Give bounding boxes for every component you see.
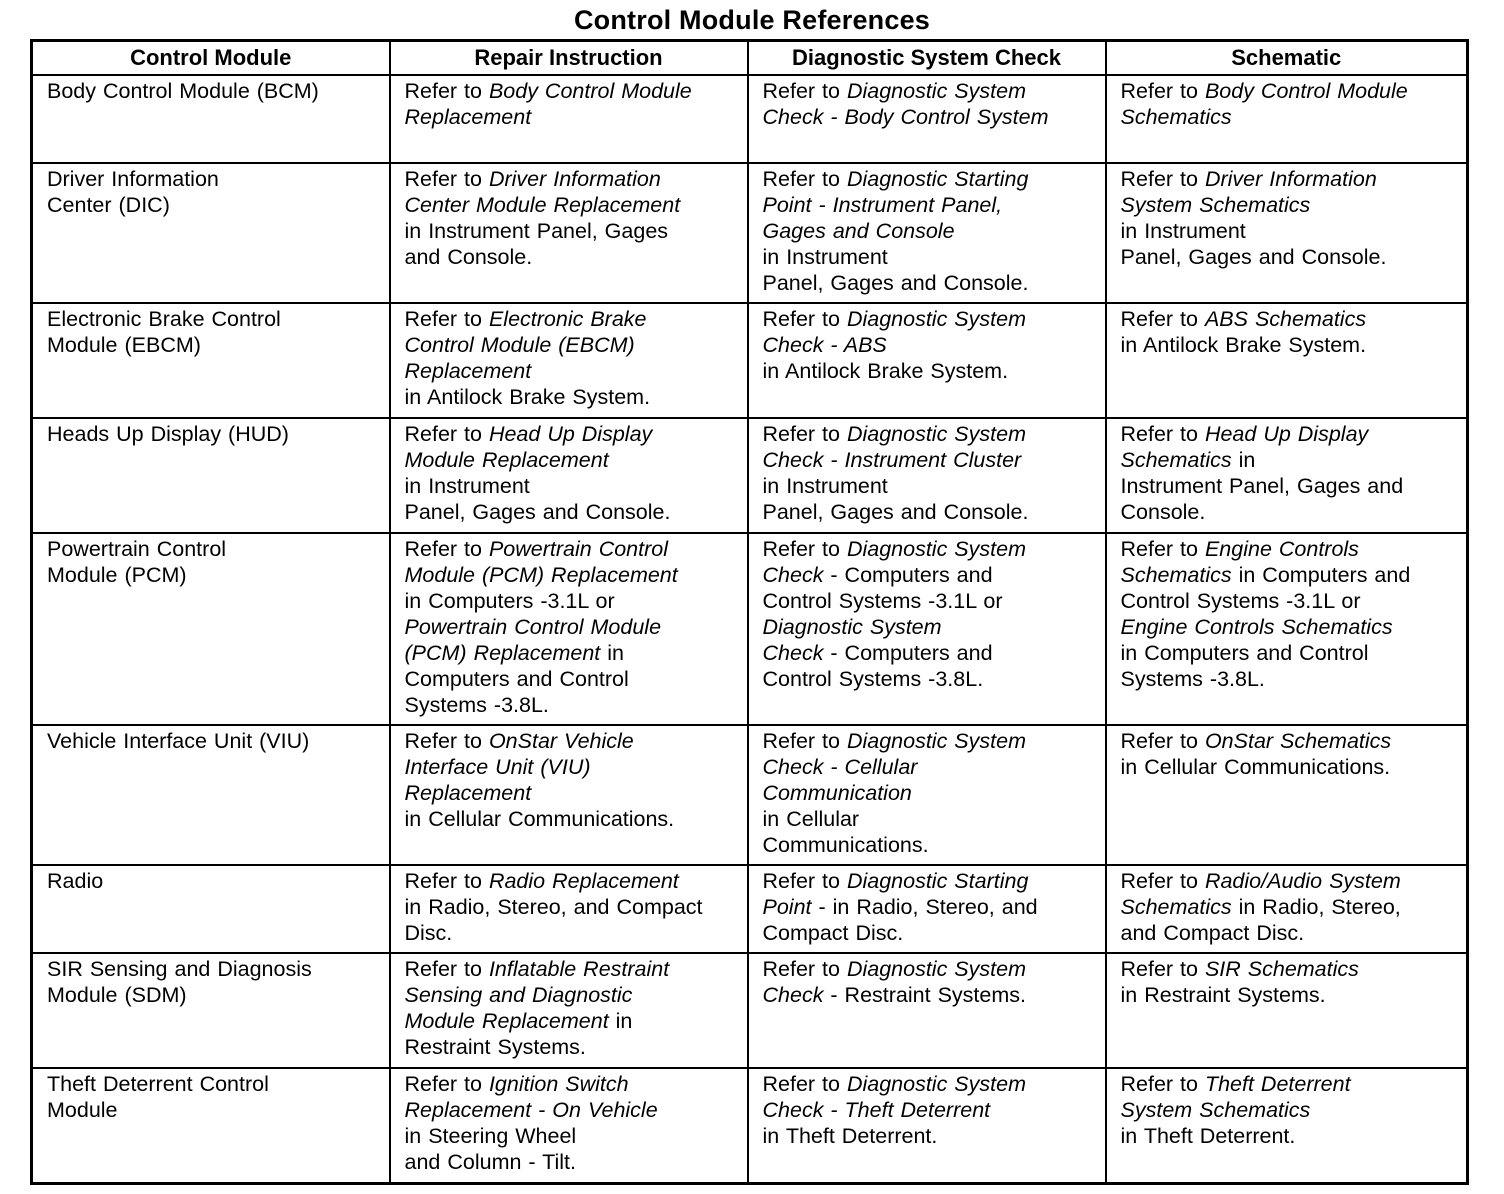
repair-instruction-cell: [390, 1068, 748, 1184]
module-cell: [32, 1068, 390, 1184]
document-title-ref: Replacement: [404, 781, 532, 805]
table-row: [32, 953, 1468, 1068]
cell-text: Refer to: [1120, 167, 1205, 191]
document-title-ref: Replacement: [404, 359, 532, 383]
document-title-ref: Point - Instrument Panel,: [762, 193, 1003, 217]
schematic-cell: [1106, 75, 1468, 163]
schematic-cell: [1106, 533, 1468, 725]
cell-text: Refer to: [762, 869, 847, 893]
cell-text: in Antilock Brake System.: [404, 385, 651, 409]
document-title-ref: Radio Replacement: [488, 869, 679, 893]
repair-instruction-cell: [390, 303, 748, 418]
cell-text: Refer to: [404, 537, 489, 561]
cell-text: and Compact Disc.: [1120, 921, 1305, 945]
cell-text: in Radio, Stereo, and Compact: [404, 895, 703, 919]
document-title-ref: Driver Information: [1204, 167, 1377, 191]
cell-text: Systems -3.8L.: [404, 693, 549, 717]
cell-text: Refer to: [1120, 957, 1205, 981]
document-title-ref: Check: [762, 983, 824, 1007]
header-control-module: Control Module: [32, 41, 390, 76]
cell-text: in Cellular Communications.: [1120, 755, 1391, 779]
cell-text: Console.: [1120, 500, 1206, 524]
document-title-ref: Schematics: [1120, 448, 1232, 472]
document-title-ref: Point: [762, 895, 812, 919]
cell-text: Refer to: [404, 957, 489, 981]
header-diagnostic-system-check: Diagnostic System Check: [748, 41, 1106, 76]
table-row: [32, 865, 1468, 953]
document-title-ref: Diagnostic System: [846, 422, 1026, 446]
document-title-ref: Head Up Display: [488, 422, 653, 446]
table-row: [32, 533, 1468, 725]
table-row: [32, 163, 1468, 303]
document-title-ref: Radio/Audio System: [1204, 869, 1401, 893]
diagnostic-check-cell: [748, 865, 1106, 953]
cell-text: Compact Disc.: [762, 921, 904, 945]
cell-text: in Antilock Brake System.: [762, 359, 1009, 383]
cell-text: in Computers and: [1231, 563, 1411, 587]
cell-text: Refer to: [1120, 869, 1205, 893]
table-row: [32, 303, 1468, 418]
document-title-ref: Diagnostic System: [846, 537, 1026, 561]
cell-text: Panel, Gages and Console.: [404, 500, 671, 524]
schematic-cell: [1106, 865, 1468, 953]
document-title-ref: Diagnostic System: [846, 957, 1026, 981]
document-title-ref: Check - Theft Deterrent: [762, 1098, 991, 1122]
cell-text: in Cellular: [762, 807, 860, 831]
cell-text: Instrument Panel, Gages and: [1120, 474, 1404, 498]
table-row: [32, 725, 1468, 865]
cell-text: Disc.: [404, 921, 453, 945]
cell-text: Module (EBCM): [47, 333, 201, 357]
cell-text: Communications.: [762, 833, 929, 857]
cell-text: in: [600, 641, 624, 665]
document-title-ref: OnStar Schematics: [1204, 729, 1392, 753]
cell-text: Refer to: [404, 869, 489, 893]
document-title-ref: Powertrain Control: [488, 537, 668, 561]
module-cell: [32, 75, 390, 163]
cell-text: Refer to: [762, 167, 847, 191]
document-title-ref: Diagnostic System: [846, 79, 1026, 103]
module-cell: [32, 865, 390, 953]
cell-text: Refer to: [404, 729, 489, 753]
cell-text: in Instrument: [762, 474, 888, 498]
cell-text: in Cellular Communications.: [404, 807, 675, 831]
cell-text: - in Radio, Stereo, and: [811, 895, 1038, 919]
cell-text: in Instrument: [762, 245, 888, 269]
document-title-ref: Control Module (EBCM): [404, 333, 635, 357]
document-title-ref: Sensing and Diagnostic: [404, 983, 633, 1007]
cell-text: - Restraint Systems.: [823, 983, 1026, 1007]
cell-text: Panel, Gages and Console.: [762, 500, 1029, 524]
cell-text: Refer to: [1120, 79, 1205, 103]
document-title-ref: Module (PCM) Replacement: [404, 563, 678, 587]
cell-text: in Instrument: [1120, 219, 1246, 243]
repair-instruction-cell: [390, 725, 748, 865]
module-cell: [32, 953, 390, 1068]
document-title-ref: Diagnostic System: [846, 729, 1026, 753]
document-title-ref: Gages and Console: [762, 219, 955, 243]
table-row: [32, 75, 1468, 163]
page-title: Control Module References: [573, 5, 931, 35]
document-title-ref: Ignition Switch: [488, 1072, 629, 1096]
document-title-ref: (PCM) Replacement: [404, 641, 601, 665]
document-title-ref: ABS Schematics: [1204, 307, 1367, 331]
cell-text: Panel, Gages and Console.: [1120, 245, 1387, 269]
control-module-references-table: [30, 39, 1469, 1185]
cell-text: Theft Deterrent Control: [47, 1072, 269, 1096]
document-title-ref: Check: [762, 641, 824, 665]
cell-text: Refer to: [1120, 729, 1205, 753]
cell-text: Center (DIC): [47, 193, 170, 217]
diagnostic-check-cell: [748, 418, 1106, 533]
document-title-ref: Body Control Module: [488, 79, 692, 103]
document-title-ref: Module Replacement: [404, 1009, 609, 1033]
repair-instruction-cell: [390, 418, 748, 533]
cell-text: Restraint Systems.: [404, 1035, 586, 1059]
schematic-cell: [1106, 725, 1468, 865]
cell-text: in Antilock Brake System.: [1120, 333, 1367, 357]
cell-text: Refer to: [1120, 422, 1205, 446]
document-title-ref: Diagnostic System: [846, 1072, 1026, 1096]
cell-text: SIR Sensing and Diagnosis: [47, 957, 312, 981]
cell-text: Module: [47, 1098, 118, 1122]
repair-instruction-cell: [390, 953, 748, 1068]
cell-text: and Console.: [404, 245, 533, 269]
schematic-cell: [1106, 303, 1468, 418]
diagnostic-check-cell: [748, 953, 1106, 1068]
schematic-cell: [1106, 953, 1468, 1068]
module-cell: [32, 725, 390, 865]
cell-text: Refer to: [1120, 1072, 1205, 1096]
document-title-ref: Check: [762, 563, 824, 587]
document-title-ref: Replacement: [404, 105, 532, 129]
cell-text: Systems -3.8L.: [1120, 667, 1265, 691]
cell-text: in Theft Deterrent.: [1120, 1124, 1296, 1148]
cell-text: Heads Up Display (HUD): [47, 422, 289, 446]
cell-text: Control Systems -3.1L or: [1120, 589, 1361, 613]
document-title-ref: Diagnostic Starting: [846, 167, 1029, 191]
document-title-ref: Engine Controls Schematics: [1120, 615, 1393, 639]
schematic-cell: [1106, 1068, 1468, 1184]
cell-text: Refer to: [1120, 307, 1205, 331]
diagnostic-check-cell: [748, 725, 1106, 865]
cell-text: Panel, Gages and Console.: [762, 271, 1029, 295]
cell-text: Refer to: [762, 307, 847, 331]
document-title-ref: Communication: [762, 781, 912, 805]
cell-text: in Computers and Control: [1120, 641, 1369, 665]
cell-text: in Radio, Stereo,: [1231, 895, 1401, 919]
cell-text: Refer to: [404, 79, 489, 103]
document-title-ref: Check - Cellular: [762, 755, 918, 779]
cell-text: and Column - Tilt.: [404, 1150, 576, 1174]
cell-text: Refer to: [762, 537, 847, 561]
header-repair-instruction: Repair Instruction: [390, 41, 748, 76]
header-schematic: Schematic: [1106, 41, 1468, 76]
diagnostic-check-cell: [748, 1068, 1106, 1184]
document-title-ref: Replacement - On Vehicle: [404, 1098, 658, 1122]
cell-text: in Instrument: [404, 474, 530, 498]
module-cell: [32, 163, 390, 303]
cell-text: Control Systems -3.1L or: [762, 589, 1003, 613]
cell-text: Module (SDM): [47, 983, 187, 1007]
diagnostic-check-cell: [748, 533, 1106, 725]
document-title-ref: Head Up Display: [1204, 422, 1369, 446]
document-title-ref: Body Control Module: [1204, 79, 1408, 103]
cell-text: Body Control Module (BCM): [47, 79, 319, 103]
cell-text: in: [1231, 448, 1256, 472]
diagnostic-check-cell: [748, 163, 1106, 303]
document-title-ref: Diagnostic System: [762, 615, 942, 639]
document-title-ref: Center Module Replacement: [404, 193, 681, 217]
cell-text: Refer to: [762, 79, 847, 103]
document-title-ref: System Schematics: [1120, 193, 1311, 217]
cell-text: Radio: [47, 869, 104, 893]
document-title-ref: Engine Controls: [1204, 537, 1359, 561]
table-row: [32, 418, 1468, 533]
cell-text: Module (PCM): [47, 563, 187, 587]
cell-text: in Computers -3.1L or: [404, 589, 615, 613]
cell-text: Refer to: [762, 422, 847, 446]
module-cell: [32, 418, 390, 533]
table-body: [32, 75, 1468, 1184]
cell-text: Powertrain Control: [47, 537, 227, 561]
document-title-ref: Module Replacement: [404, 448, 609, 472]
diagnostic-check-cell: [748, 303, 1106, 418]
cell-text: - Computers and: [823, 563, 993, 587]
document-title-ref: Theft Deterrent: [1204, 1072, 1351, 1096]
cell-text: Refer to: [1120, 537, 1205, 561]
cell-text: Refer to: [762, 1072, 847, 1096]
cell-text: Refer to: [404, 1072, 489, 1096]
module-cell: [32, 303, 390, 418]
cell-text: in Instrument Panel, Gages: [404, 219, 669, 243]
cell-text: Refer to: [404, 422, 489, 446]
document-title-ref: Powertrain Control Module: [404, 615, 662, 639]
cell-text: Vehicle Interface Unit (VIU): [47, 729, 310, 753]
repair-instruction-cell: [390, 163, 748, 303]
cell-text: Control Systems -3.8L.: [762, 667, 984, 691]
document-title-ref: Diagnostic System: [846, 307, 1026, 331]
cell-text: in Steering Wheel: [404, 1124, 577, 1148]
cell-text: Refer to: [404, 167, 489, 191]
cell-text: - Computers and: [823, 641, 993, 665]
document-title-ref: Check - Instrument Cluster: [762, 448, 1022, 472]
table-row: [32, 1068, 1468, 1184]
schematic-cell: [1106, 163, 1468, 303]
document-title-ref: Electronic Brake: [488, 307, 647, 331]
table-header-row: [32, 41, 1468, 76]
cell-text: Computers and Control: [404, 667, 629, 691]
cell-text: Driver Information: [47, 167, 219, 191]
module-cell: [32, 533, 390, 725]
document-title-ref: Schematics: [1120, 895, 1232, 919]
cell-text: Refer to: [404, 307, 489, 331]
cell-text: Electronic Brake Control: [47, 307, 281, 331]
document-title-ref: Check - ABS: [762, 333, 887, 357]
cell-text: in Theft Deterrent.: [762, 1124, 938, 1148]
repair-instruction-cell: [390, 75, 748, 163]
document-title-ref: System Schematics: [1120, 1098, 1311, 1122]
cell-text: in Restraint Systems.: [1120, 983, 1326, 1007]
document-title-ref: OnStar Vehicle: [488, 729, 634, 753]
schematic-cell: [1106, 418, 1468, 533]
document-title-ref: SIR Schematics: [1204, 957, 1359, 981]
diagnostic-check-cell: [748, 75, 1106, 163]
cell-text: Refer to: [762, 957, 847, 981]
cell-text: in: [608, 1009, 633, 1033]
document-title-ref: Schematics: [1120, 563, 1232, 587]
document-title-ref: Check - Body Control System: [762, 105, 1049, 129]
document-title-ref: Diagnostic Starting: [846, 869, 1029, 893]
document-title-ref: Driver Information: [488, 167, 661, 191]
document-title-ref: Schematics: [1120, 105, 1232, 129]
repair-instruction-cell: [390, 533, 748, 725]
repair-instruction-cell: [390, 865, 748, 953]
cell-text: Refer to: [762, 729, 847, 753]
document-title-ref: Inflatable Restraint: [488, 957, 670, 981]
document-title-ref: Interface Unit (VIU): [404, 755, 591, 779]
